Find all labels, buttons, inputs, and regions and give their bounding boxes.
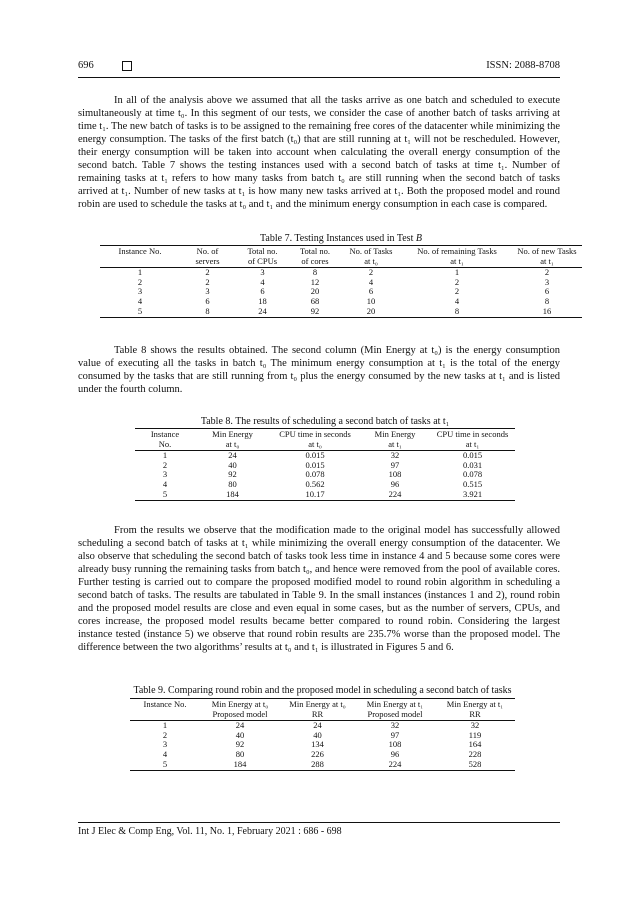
journal-footer: Int J Elec & Comp Eng, Vol. 11, No. 1, February 2021 : 686 - 698 <box>78 826 342 837</box>
table9-cell: 32 <box>470 720 480 731</box>
table7-cell: 3 <box>137 286 143 297</box>
footer-rule <box>78 822 560 823</box>
table7-cell: 3 <box>544 276 550 287</box>
table9-row <box>130 721 515 731</box>
table9-cell: 224 <box>355 760 435 771</box>
table9-header: RR <box>435 710 515 721</box>
table7-cell: 24 <box>235 307 290 318</box>
table9-header: Min Energy at t₁ <box>435 699 515 710</box>
table7-cell: 8 <box>312 267 318 278</box>
table7-cell: 92 <box>290 307 340 318</box>
table9-header-row <box>130 699 515 710</box>
table7-cell: 4 <box>137 295 143 306</box>
table9-header: Proposed model <box>355 710 435 721</box>
table9 <box>130 698 515 771</box>
table9-cell: 24 <box>313 720 322 731</box>
table7-cell: 2 <box>454 286 460 297</box>
table7-cell: 4 <box>454 295 460 306</box>
table9-cell: 80 <box>235 748 245 759</box>
header-rule <box>78 77 560 78</box>
table9-header: Min Energy at t₀ <box>280 699 355 710</box>
table8-row <box>135 461 515 471</box>
table8-cell: 80 <box>228 478 237 489</box>
table9-header: Instance No. <box>130 699 200 710</box>
paragraph-table8-intro: Table 8 shows the results obtained. The second column (Min Energy at t₀) is the energy consumption value of executing all the tasks in batch t₀ The minimum energy consumption at t₁ is the total of the energy consumed by the tasks that are still running from t₀ plus the energy consumed by the new tasks at t₁ and is listed under the fourth column. <box>78 345 560 395</box>
table7-cell: 4 <box>368 276 374 287</box>
table8-header: No. <box>135 440 195 451</box>
table7-cell: 2 <box>368 267 374 278</box>
table8-cell: 97 <box>390 459 400 470</box>
table7-cell: 2 <box>454 276 460 287</box>
table7-header: at t₁ <box>512 257 582 268</box>
table7-cell: 2 <box>205 276 210 287</box>
table7-cell: 2 <box>544 267 550 278</box>
table9-cell: 226 <box>311 748 324 759</box>
table7-cell: 3 <box>205 286 210 297</box>
table7-cell: 6 <box>368 286 374 297</box>
table9-header: Min Energy at t₁ <box>355 699 435 710</box>
table7-row <box>100 307 582 318</box>
table9-header <box>130 710 200 721</box>
table8-cell: 96 <box>390 478 400 489</box>
table9-cell: 32 <box>390 720 400 731</box>
table7-cell: 2 <box>205 267 210 278</box>
table8-cell: 5 <box>135 490 195 501</box>
table7-header: at t₁ <box>402 257 512 268</box>
table7 <box>100 245 582 318</box>
table7-cell: 16 <box>512 307 582 318</box>
table7-cell: 1 <box>454 267 460 278</box>
table9-cell: 5 <box>130 760 200 771</box>
table7-row <box>100 268 582 278</box>
table8-header: at t₁ <box>360 440 430 451</box>
table7-cell: 5 <box>100 307 180 318</box>
table7-row <box>100 297 582 307</box>
table9-cell: 3 <box>162 739 168 750</box>
table8-header-row <box>135 440 515 451</box>
table8-cell: 10.17 <box>270 490 360 501</box>
table9-cell: 96 <box>390 748 400 759</box>
table8-header: Min Energy <box>195 429 270 440</box>
table7-header: No. of remaining Tasks <box>402 246 512 257</box>
table7-cell: 3 <box>260 267 265 278</box>
table7-cell: 18 <box>258 295 267 306</box>
table7-cell: 12 <box>310 276 320 287</box>
table8-header: Min Energy <box>360 429 430 440</box>
table8-row <box>135 480 515 490</box>
table8-cell: 0.078 <box>305 469 325 480</box>
table8 <box>135 428 515 501</box>
table8-cell: 4 <box>162 478 168 489</box>
table8-cell: 92 <box>228 469 237 480</box>
table8-cell: 1 <box>162 450 168 461</box>
table7-header: of CPUs <box>235 257 290 268</box>
table7-header-row <box>100 246 582 257</box>
table7-caption-text: Table 7. Testing Instances used in Test <box>260 233 416 244</box>
table7-cell: 68 <box>310 295 320 306</box>
table7-header <box>100 257 180 268</box>
table9-cell: 134 <box>311 739 324 750</box>
table8-header: at t₁ <box>430 440 515 451</box>
table8-cell: 224 <box>360 490 430 501</box>
table7-cell: 8 <box>544 295 550 306</box>
table7-header: at t₀ <box>340 257 402 268</box>
table8-cell: 0.031 <box>462 459 483 470</box>
table7-header: No. of Tasks <box>340 246 402 257</box>
table9-cell: 528 <box>435 760 515 771</box>
table9-header: Proposed model <box>200 710 280 721</box>
table9-header: RR <box>280 710 355 721</box>
table7-cell: 8 <box>402 307 512 318</box>
table8-cell: 24 <box>228 450 237 461</box>
table8-header: Instance <box>135 429 195 440</box>
table7-cell: 20 <box>340 307 402 318</box>
table8-cell: 0.562 <box>305 478 325 489</box>
table9-header-row <box>130 710 515 721</box>
table7-cell: 20 <box>310 286 320 297</box>
table8-cell: 0.515 <box>462 478 483 489</box>
table7-cell: 10 <box>366 295 376 306</box>
table8-cell: 3.921 <box>430 490 515 501</box>
table7-header: servers <box>180 257 235 268</box>
table9-caption: Table 9. Comparing round robin and the proposed model in scheduling a second batch of tasks <box>133 685 512 696</box>
square-bullet-icon <box>122 61 132 71</box>
table7-caption-italic: B <box>415 233 422 244</box>
table9-cell: 24 <box>235 720 245 731</box>
table9-cell: 119 <box>468 729 482 740</box>
issn-label: ISSN: 2088-8708 <box>486 60 560 71</box>
table7-header: No. of <box>180 246 235 257</box>
table8-cell: 2 <box>162 459 168 470</box>
table8-cell: 0.015 <box>305 450 325 461</box>
table8-cell: 184 <box>195 490 270 501</box>
table8-cell: 0.078 <box>462 469 483 480</box>
table9-cell: 2 <box>162 729 168 740</box>
table9-cell: 92 <box>235 739 245 750</box>
table8-caption: Table 8. The results of scheduling a second batch of tasks at t₁ <box>200 416 450 427</box>
table9-cell: 288 <box>280 760 355 771</box>
table7-row <box>100 287 582 297</box>
table8-row <box>135 451 515 461</box>
table7-header: No. of new Tasks <box>512 246 582 257</box>
table9-cell: 164 <box>468 739 482 750</box>
table7-header: Instance No. <box>100 246 180 257</box>
table7-cell: 4 <box>260 276 265 287</box>
table8-header: CPU time in seconds <box>270 429 360 440</box>
paragraph-batch-intro: In all of the analysis above we assumed that all the tasks arrive as one batch and scheduled to execute simultaneously at time t₀. In this segment of our tests, we consider the case of another batch of tasks arriving at time t₁. The new batch of tasks is to be assigned to the remaining free cores of the datacenter while minimizing the energy consumption. The tasks of the first batch (t₀) that are still running at t₁ will not be rescheduled. However, their energy consumption will be taken into account when calculating the overall energy consumption of the second batch. Table 7 shows the testing instances used with a second batch of tasks at time t₁. Number of remaining tasks at t₁ refers to how many tasks from batch t₀ are still running when the second batch of tasks arrived at t₁. Number of new tasks at t₁ is how many new tasks arrived at t₁. Both the proposed model and round robin are used to schedule the tasks at t₀ and t₁ and the minimum energy consumption in each case is compared. <box>78 95 560 210</box>
table7-caption <box>100 233 582 244</box>
table7-cell: 6 <box>205 295 210 306</box>
table8-cell: 32 <box>390 450 400 461</box>
table7-header-row <box>100 257 582 268</box>
table8-header: CPU time in seconds <box>430 429 515 440</box>
table8-cell: 40 <box>228 459 237 470</box>
table8-header: at t₀ <box>270 440 360 451</box>
table9-row <box>130 760 515 771</box>
table9-cell: 4 <box>162 748 168 759</box>
table7-cell: 1 <box>137 267 143 278</box>
table7-header: Total no. <box>290 246 340 257</box>
table7-cell: 6 <box>544 286 550 297</box>
table8-cell: 0.015 <box>305 459 325 470</box>
table9-cell: 40 <box>313 729 322 740</box>
table8-header-row <box>135 429 515 440</box>
table9-cell: 97 <box>390 729 400 740</box>
table7-row <box>100 278 582 288</box>
table9-cell: 1 <box>162 720 168 731</box>
page-number: 696 <box>78 60 94 71</box>
table9-cell: 228 <box>468 748 482 759</box>
table8-cell: 108 <box>388 469 402 480</box>
table9-cell: 184 <box>200 760 280 771</box>
table7-header: of cores <box>290 257 340 268</box>
table8-cell: 0.015 <box>462 450 483 461</box>
table7-header: Total no. <box>235 246 290 257</box>
table8-row <box>135 470 515 480</box>
table7-cell: 8 <box>180 307 235 318</box>
table7-cell: 2 <box>137 276 143 287</box>
table9-header: Min Energy at t₀ <box>200 699 280 710</box>
table9-cell: 108 <box>388 739 402 750</box>
table8-row <box>135 490 515 501</box>
table9-cell: 40 <box>235 729 245 740</box>
paragraph-results-discussion: From the results we observe that the modification made to the original model has successfully allowed scheduling a second batch of tasks at t₁ while minimizing the overall energy consumption of the datacenter. We also observe that scheduling the second batch of tasks took less time in instance 4 and 5 because some cores were already busy running the remaining tasks from batch t₀, and hence were removed from the pool of available cores. Further testing is carried out to compare the proposed modified model to round robin algorithm in scheduling a second batch of tasks. The results are tabulated in Table 9. In the small instances (instances 1 and 2), round robin and the proposed model results are close and even equal in some cases, but as the number of servers, CPUs, and cores increase, the proposed model results became better compared to round robin. Considering the largest instance tested (instance 5) we observe that round robin results are 235.7% worse than the proposed model. The difference between the two algorithms’ results at t₀ and t₁ is illustrated in Figures 5 and 6. <box>78 525 560 653</box>
table8-header: at t₀ <box>195 440 270 451</box>
table7-cell: 6 <box>260 286 265 297</box>
table8-cell: 3 <box>162 469 168 480</box>
